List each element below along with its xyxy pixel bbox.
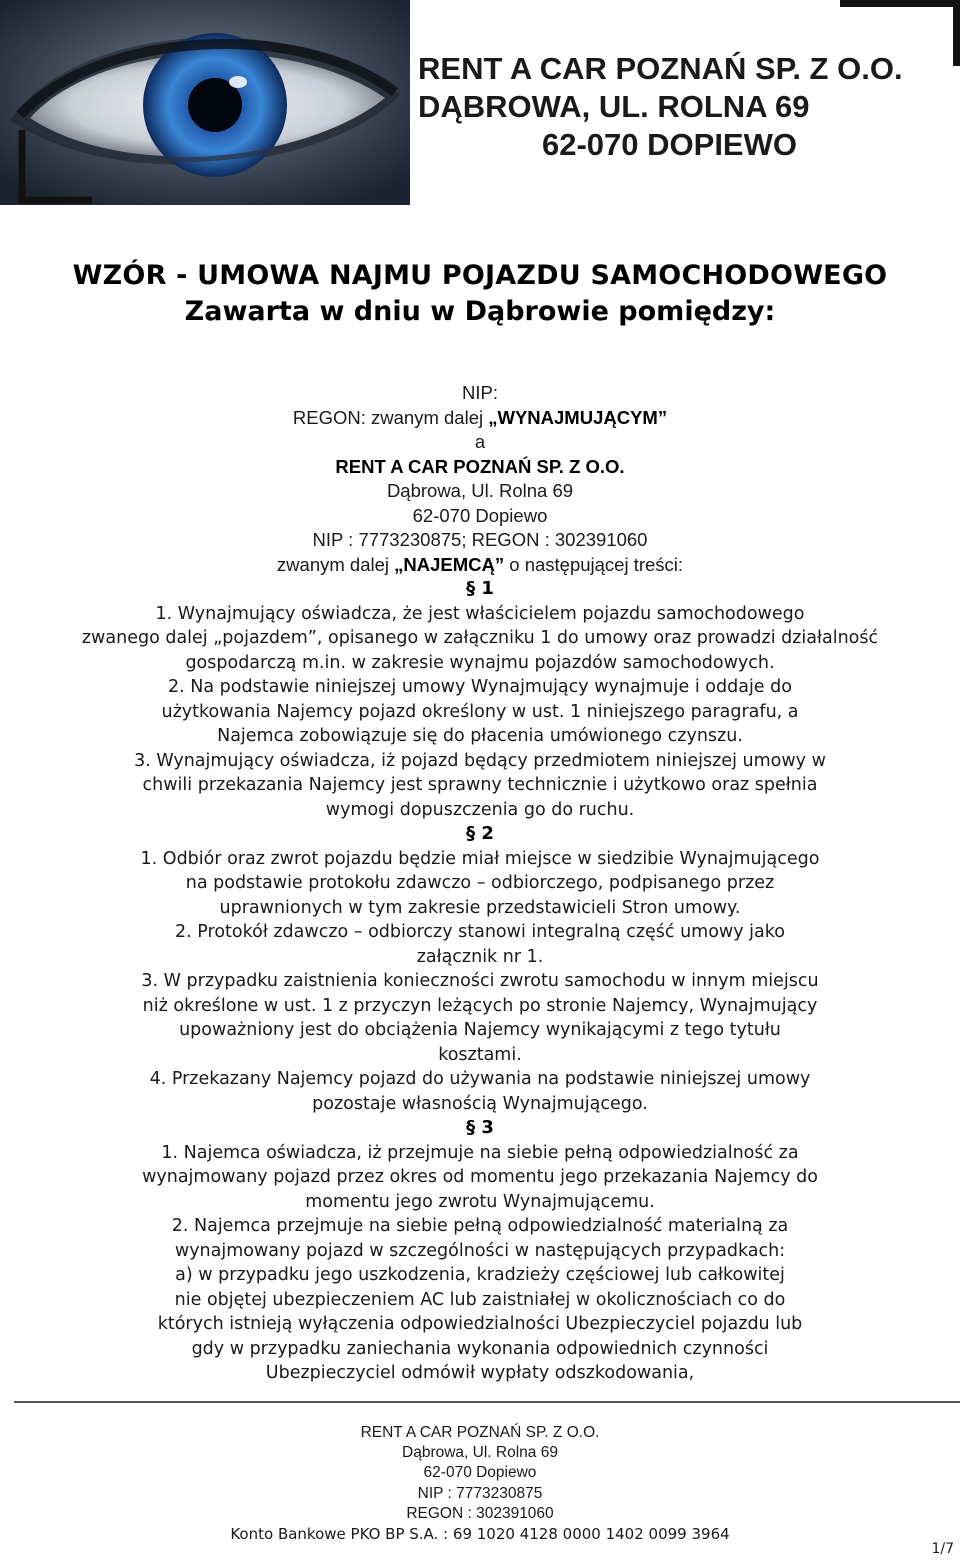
text-line: chwili przekazania Najemcy jest sprawny technicznie i użytkowo oraz spełnia xyxy=(142,775,818,795)
text-line: a) w przypadku jego uszkodzenia, kradzieży częściowej lub całkowitej xyxy=(175,1265,785,1285)
text-line: użytkowania Najemcy pojazd określony w ust. 1 niniejszego paragrafu, a xyxy=(161,701,799,722)
company-logo xyxy=(0,0,410,205)
text-line: gdy w przypadku zaniechania wykonania odpowiednich czynności xyxy=(191,1338,769,1359)
text-line: niż określone w ust. 1 z przyczyn leżących po stronie Najemcy, Wynajmujący xyxy=(142,995,818,1016)
section-heading-1: § 1 xyxy=(466,578,494,599)
brand-address: DĄBROWA, UL. ROLNA 69 xyxy=(418,89,810,124)
section-heading-3: § 3 xyxy=(466,1117,494,1138)
parties-ids: NIP : 7773230875; REGON : 302391060 xyxy=(312,529,648,550)
text-line: na podstawie protokołu zdawczo – odbiorczego, podpisanego przez xyxy=(185,873,775,893)
text-line: 2. Na podstawie niniejszej umowy Wynajmujący wynajmuje i oddaje do xyxy=(168,677,792,697)
text-line: wymogi dopuszczenia go do ruchu. xyxy=(325,799,635,820)
section-heading-2: § 2 xyxy=(466,823,494,844)
brand-postal: 62-070 DOPIEWO xyxy=(542,127,797,162)
najemca-prefix: zwanym dalej xyxy=(276,553,395,575)
wynajmujacy-label: „WYNAJMUJĄCYM” xyxy=(488,406,668,428)
parties-conjunction: a xyxy=(474,431,486,452)
party-company-name: RENT A CAR POZNAŃ SP. Z O.O. xyxy=(335,455,625,477)
regon-text: REGON: zwanym dalej xyxy=(292,406,489,428)
text-line: 1. Odbiór oraz zwrot pojazdu będzie miał miejsce w siedzibie Wynajmującego xyxy=(140,848,820,869)
document-title: WZÓR - UMOWA NAJMU POJAZDU SAMOCHODOWEGO xyxy=(72,260,888,291)
parties-najemca xyxy=(0,553,960,578)
text-line: 4. Przekazany Najemcy pojazd do używania na podstawie niniejszej umowy xyxy=(149,1069,811,1089)
text-line: upoważniony jest do obciążenia Najemcy wynikającymi z tego tytułu xyxy=(179,1020,781,1040)
text-line: załącznik nr 1. xyxy=(416,946,544,967)
text-line: wynajmowany pojazd przez okres od momentu jego przekazania Najemcy do xyxy=(142,1167,818,1187)
text-line: uprawnionych w tym zakresie przedstawicieli Stron umowy. xyxy=(219,897,741,918)
brand-company-name: RENT A CAR POZNAŃ SP. Z O.O. xyxy=(418,51,903,86)
document-subtitle: Zawarta w dniu w Dąbrowie pomiędzy: xyxy=(184,296,776,327)
text-line: 2. Najemca przejmuje na siebie pełną odpowiedzialność materialną za xyxy=(171,1216,789,1236)
text-line: 2. Protokół zdawczo – odbiorczy stanowi integralną część umowy jako xyxy=(175,922,785,942)
text-line: gospodarczą m.in. w zakresie wynajmu pojazdów samochodowych. xyxy=(185,652,775,673)
text-line: których istnieją wyłączenia odpowiedzialności Ubezpieczyciel pojazdu lub xyxy=(157,1314,803,1334)
najemca-label: „NAJEMCĄ” xyxy=(394,553,505,575)
parties-company xyxy=(0,455,960,480)
footer xyxy=(0,1423,960,1544)
parties-postal: 62-070 Dopiewo xyxy=(412,504,548,526)
najemca-suffix: o następującej treści: xyxy=(504,553,684,575)
text-line: zwanego dalej „pojazdem”, opisanego w załączniku 1 do umowy oraz prowadzi działalność xyxy=(81,628,879,648)
parties-regon xyxy=(0,406,960,431)
text-line: 3. Wynajmujący oświadcza, iż pojazd będący przedmiotem niniejszej umowy w xyxy=(134,750,826,771)
parties-nip: NIP: xyxy=(462,382,498,403)
page-number: 1/7 xyxy=(931,1541,954,1557)
footer-postal: 62-070 Dopiewo xyxy=(423,1464,537,1482)
footer-regon: REGON : 302391060 xyxy=(406,1504,554,1522)
contract-body xyxy=(0,381,960,1386)
text-line: pozostaje własnością Wynajmującego. xyxy=(312,1093,648,1114)
text-line: 1. Najemca oświadcza, iż przejmuje na siebie pełną odpowiedzialność za xyxy=(161,1142,799,1163)
footer-company: RENT A CAR POZNAŃ SP. Z O.O. xyxy=(360,1424,600,1441)
footer-address: Dąbrowa, Ul. Rolna 69 xyxy=(402,1444,558,1462)
footer-nip: NIP : 7773230875 xyxy=(417,1484,543,1502)
text-line: wynajmowany pojazd w szczególności w następujących przypadkach: xyxy=(174,1240,786,1261)
header-brand xyxy=(418,50,938,164)
text-line: nie objętej ubezpieczeniem AC lub zaistniałej w okolicznościach co do xyxy=(174,1289,786,1310)
footer-divider xyxy=(14,1401,960,1403)
footer-bank-account: Konto Bankowe PKO BP S.A. : 69 1020 4128 0000 1402 0099 3964 xyxy=(230,1525,730,1544)
text-line: 3. W przypadku zaistnienia konieczności zwrotu samochodu w innym miejscu xyxy=(141,971,819,991)
text-line: 1. Wynajmujący oświadcza, że jest właścicielem pojazdu samochodowego xyxy=(155,603,805,624)
text-line: Najemca zobowiązuje się do płacenia umówionego czynszu. xyxy=(217,726,743,746)
parties-address: Dąbrowa, Ul. Rolna 69 xyxy=(386,480,574,501)
text-line: Ubezpieczyciel odmówił wypłaty odszkodowania, xyxy=(265,1363,695,1383)
text-line: momentu jego zwrotu Wynajmującemu. xyxy=(305,1191,655,1212)
eye-photo-icon xyxy=(0,0,410,205)
text-line: kosztami. xyxy=(438,1044,522,1065)
